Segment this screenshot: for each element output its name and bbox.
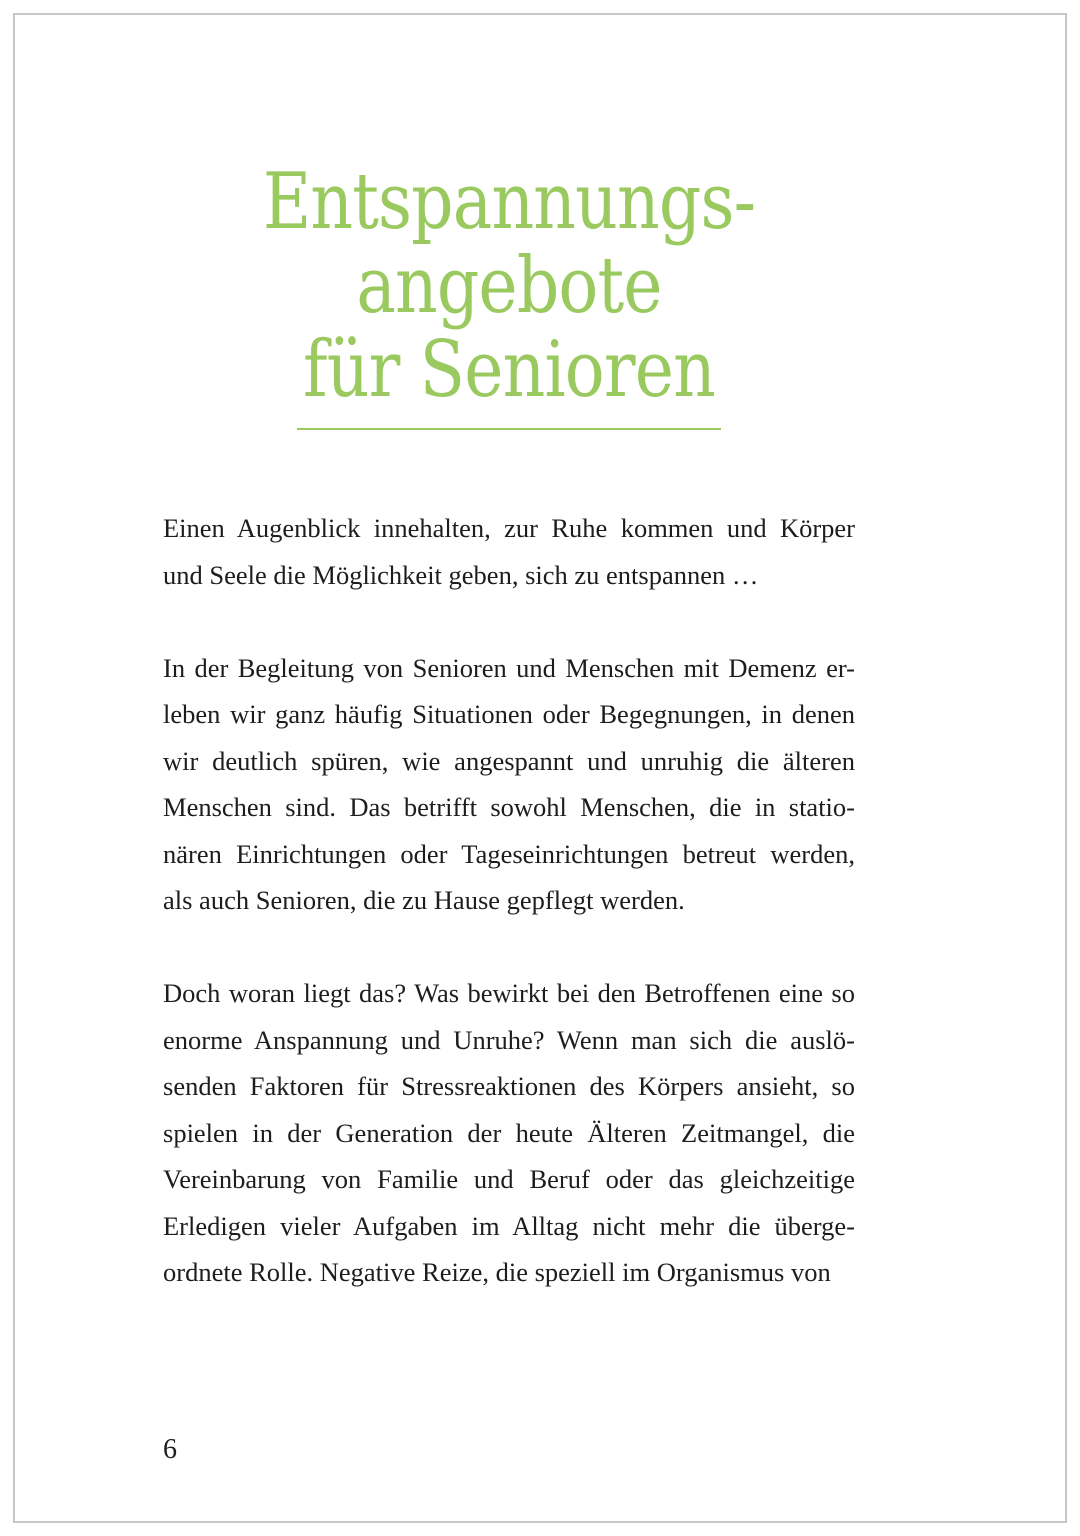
text-line: enorme Anspannung und Unruhe? Wenn man sich die auslö- [163, 1024, 855, 1055]
title-underline-rule [297, 428, 721, 430]
text-line: Erledigen vieler Aufgaben im Alltag nicht mehr die überge- [163, 1210, 855, 1241]
text-line: In der Begleitung von Senioren und Menschen mit Demenz er- [163, 652, 855, 683]
text-line: Vereinbarung von Familie und Beruf oder das gleichzeitige [163, 1164, 855, 1194]
text-line: Doch woran liegt das? Was bewirkt bei den Betroffenen eine so [163, 978, 855, 1008]
text-line: nären Einrichtungen oder Tageseinrichtungen betreut werden, [163, 838, 855, 869]
paragraph [163, 645, 855, 924]
chapter-title-line: Entspannungs- [262, 157, 756, 247]
body-text [163, 505, 855, 1296]
text-line: ordnete Rolle. Negative Reize, die speziell im Organismus von [163, 1257, 831, 1287]
paragraph [163, 505, 855, 598]
page-content [163, 157, 855, 1296]
paragraph [163, 970, 855, 1296]
text-line: Einen Augenblick innehalten, zur Ruhe kommen und Körper [163, 513, 855, 543]
chapter-title-line: für Senioren [303, 325, 715, 415]
text-line: Menschen sind. Das betrifft sowohl Menschen, die in statio- [163, 792, 855, 822]
text-line: senden Faktoren für Stressreaktionen des Körpers ansieht, so [163, 1071, 855, 1101]
text-line: leben wir ganz häufig Situationen oder Begegnungen, in denen [163, 699, 855, 729]
text-line: als auch Senioren, die zu Hause gepflegt werden. [163, 885, 685, 915]
text-line: spielen in der Generation der heute Älteren Zeitmangel, die [163, 1117, 855, 1148]
chapter-title [215, 157, 803, 415]
text-line: wir deutlich spüren, wie angespannt und unruhig die älteren [163, 745, 855, 776]
text-line: und Seele die Möglichkeit geben, sich zu entspannen … [163, 559, 759, 590]
chapter-title-line: angebote [356, 241, 662, 331]
page-number: 6 [163, 1434, 177, 1465]
